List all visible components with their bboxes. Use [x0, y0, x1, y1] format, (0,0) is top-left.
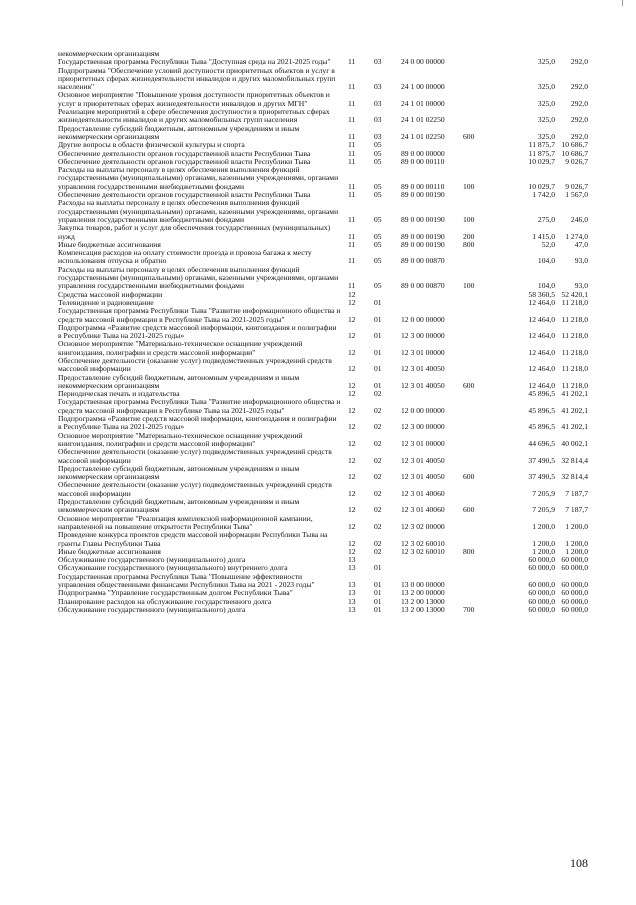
cell-y2: 11 218,0 — [561, 314, 588, 324]
cell-pr: 05 — [374, 156, 382, 166]
row-name: Расходы на выплаты персоналу в целях обеспечения выполнения функций государственными (муниципальными) органами, казенными учреждениями, органами управления государственными внебюджетными фондами — [58, 165, 339, 191]
cell-pr: 01 — [374, 364, 382, 374]
table-row — [58, 249, 610, 266]
row-name: Основное мероприятие "Материально-техническое оснащение учреждений книгоиздания, полиграфии и средств массовой информации" — [58, 339, 303, 357]
cell-y2: 60 000,0 — [561, 580, 588, 589]
cell-pr: 05 — [374, 281, 382, 291]
cell-rz: 12 — [348, 289, 356, 299]
row-name: Предоставление субсидий бюджетным, автономным учреждениям и иным некоммерческим организациям — [58, 497, 300, 515]
cell-y2: 292,0 — [570, 57, 588, 67]
cell-rz: 12 — [348, 438, 356, 448]
cell-y1: 60 000,0 — [528, 596, 555, 606]
table-row — [58, 91, 610, 108]
cell-y1: 11 875,7 — [528, 140, 555, 150]
row-name: Реализация мероприятий в сфере обеспечения доступности в приоритетных сферах жизнедеятельности инвалидов и других маломобильных групп населения — [58, 107, 330, 125]
cell-pr: 05 — [374, 214, 382, 224]
cell-csr: 24 1 01 02250 — [401, 115, 445, 125]
cell-y1: 275,0 — [537, 214, 555, 224]
table-row — [58, 398, 610, 415]
cell-csr: 89 0 00 00870 — [401, 256, 445, 266]
cell-pr: 01 — [374, 580, 382, 589]
cell-y2: 11 218,0 — [561, 380, 588, 390]
cell-rz: 12 — [348, 538, 356, 548]
cell-y2: 93,0 — [574, 256, 588, 266]
cell-rz: 11 — [348, 239, 356, 249]
cell-pr: 01 — [374, 588, 382, 598]
cell-y1: 60 000,0 — [528, 604, 555, 614]
cell-csr: 12 3 01 40050 — [401, 364, 445, 374]
cell-y1: 1 415,0 — [532, 231, 555, 241]
cell-pr: 01 — [374, 297, 382, 307]
table-row — [58, 606, 610, 614]
cell-rz: 12 — [348, 455, 356, 465]
cell-rz: 12 — [348, 472, 356, 482]
cell-rz: 12 — [348, 521, 356, 531]
cell-csr: 89 0 00 00190 — [401, 231, 445, 241]
cell-csr: 13 2 00 00000 — [401, 588, 445, 598]
cell-y1: 1 200,0 — [532, 546, 555, 556]
cell-rz: 11 — [348, 156, 356, 166]
row-name: Подпрограмма «Развитие средств массовой информации, книгоиздания и полиграфии в Республике Тыва на 2021-2025 годы» — [58, 322, 337, 341]
cell-pr: 01 — [374, 380, 382, 390]
cell-csr: 24 1 00 00000 — [401, 82, 445, 92]
cell-vr: 800 — [463, 546, 475, 556]
cell-y1: 12 464,0 — [528, 297, 555, 307]
cell-y2: 10 686,7 — [561, 140, 588, 150]
cell-rz: 13 — [348, 596, 356, 606]
cell-y2: 60 000,0 — [561, 588, 588, 598]
table-row — [58, 199, 610, 224]
cell-csr: 24 0 00 00000 — [401, 57, 445, 67]
cell-pr: 02 — [374, 389, 382, 399]
cell-y2: 41 202,1 — [561, 405, 588, 415]
table-row — [58, 307, 610, 324]
scan-edge-mark — [622, 0, 623, 6]
table-row — [58, 415, 610, 432]
cell-pr: 02 — [374, 472, 382, 482]
cell-y1: 12 464,0 — [528, 364, 555, 374]
row-name: Обеспечение деятельности (оказание услуг) подведомственных учреждений средств массовой информации — [58, 447, 332, 465]
cell-y1: 45 896,5 — [528, 389, 555, 399]
cell-y2: 60 000,0 — [561, 563, 588, 573]
row-name: Планирование расходов на обслуживание государственного долга — [58, 596, 272, 606]
cell-y1: 7 205,9 — [532, 505, 555, 515]
cell-rz: 11 — [348, 57, 356, 67]
cell-vr: 100 — [463, 181, 475, 191]
cell-rz: 11 — [348, 231, 356, 241]
row-name: Расходы на выплаты персоналу в целях обеспечения выполнения функций государственными (муниципальными) органами, казенными учреждениями, органами управления государственными внебюджетными фондами — [58, 198, 339, 224]
cell-csr: 89 0 00 00870 — [401, 281, 445, 291]
cell-csr: 13 0 00 00000 — [401, 580, 445, 589]
cell-rz: 11 — [348, 214, 356, 224]
cell-rz: 12 — [348, 347, 356, 357]
cell-y2: 60 000,0 — [561, 596, 588, 606]
cell-rz: 12 — [348, 546, 356, 556]
table-row — [58, 515, 610, 532]
cell-csr: 12 3 01 40050 — [401, 380, 445, 390]
cell-y1: 104,0 — [537, 281, 555, 291]
row-name: Государственная программа Республики Тыва "Развитие информационного общества и средств массовой информации в Республике Тыва на 2021-2025 годы" — [58, 397, 341, 415]
cell-y2: 60 000,0 — [561, 604, 588, 614]
cell-y1: 37 490,5 — [528, 472, 555, 482]
cell-pr: 02 — [374, 405, 382, 415]
cell-pr: 02 — [374, 422, 382, 432]
cell-y1: 52,0 — [541, 239, 555, 249]
row-name: Компенсация расходов на оплату стоимости проезда и провоза багажа к месту использования отпуска и обратно — [58, 248, 312, 266]
row-name: Средства массовой информации — [58, 289, 163, 299]
cell-pr: 02 — [374, 538, 382, 548]
table-row — [58, 125, 610, 142]
cell-csr: 89 0 00 00190 — [401, 214, 445, 224]
cell-rz: 11 — [348, 140, 356, 150]
cell-y1: 10 029,7 — [528, 181, 555, 191]
page-number: 108 — [570, 856, 588, 870]
cell-pr: 01 — [374, 596, 382, 606]
cell-csr: 89 0 00 00190 — [401, 190, 445, 200]
cell-pr: 02 — [374, 521, 382, 531]
row-name: Периодическая печать и издательства — [58, 389, 180, 399]
row-name: Телевидение и радиовещание — [58, 297, 154, 307]
cell-pr: 01 — [374, 563, 382, 573]
row-name: Предоставление субсидий бюджетным, автономным учреждениям и иным некоммерческим организациям — [58, 123, 300, 141]
cell-y1: 325,0 — [537, 57, 555, 67]
cell-csr: 13 2 00 13000 — [401, 596, 445, 606]
table-row — [58, 498, 610, 515]
cell-y1: 12 464,0 — [528, 331, 555, 341]
cell-y1: 1 742,0 — [532, 190, 555, 200]
cell-csr: 12 3 01 00000 — [401, 438, 445, 448]
row-name: Иные бюджетные ассигнования — [58, 239, 161, 249]
cell-pr: 02 — [374, 438, 382, 448]
table-row — [58, 357, 610, 374]
cell-y1: 325,0 — [537, 131, 555, 141]
cell-y2: 52 420,1 — [561, 289, 588, 299]
cell-pr: 05 — [374, 231, 382, 241]
cell-y1: 44 696,5 — [528, 438, 555, 448]
row-name: Основное мероприятие "Реализация комплексной информационной кампании, направленной на повышение открытости Республики Тыва" — [58, 513, 313, 531]
cell-csr: 12 3 01 40060 — [401, 488, 445, 498]
cell-rz: 11 — [348, 181, 356, 191]
cell-y1: 45 896,5 — [528, 405, 555, 415]
cell-csr: 89 0 00 00000 — [401, 148, 445, 158]
row-name: Обеспечение деятельности (оказание услуг) подведомственных учреждений средств массовой информации — [58, 355, 332, 374]
cell-y1: 12 464,0 — [528, 380, 555, 390]
cell-y1: 37 490,5 — [528, 455, 555, 465]
cell-y2: 11 218,0 — [561, 364, 588, 374]
row-name: Подпрограмма "Управление государственным долгом Республики Тыва" — [58, 588, 293, 598]
cell-y2: 1 274,0 — [565, 231, 588, 241]
row-name: Обслуживание государственного (муниципального) внутреннего долга — [58, 563, 288, 573]
row-name: Закупка товаров, работ и услуг для обеспечения государственных (муниципальных) нужд — [58, 223, 331, 241]
cell-y1: 1 200,0 — [532, 521, 555, 531]
cell-y2: 9 026,7 — [565, 181, 588, 191]
cell-y2: 93,0 — [574, 281, 588, 291]
cell-y2: 47,0 — [574, 239, 588, 249]
cell-y2: 10 686,7 — [561, 148, 588, 158]
cell-rz: 11 — [348, 82, 356, 92]
cell-pr: 03 — [374, 115, 382, 125]
cell-y2: 11 218,0 — [561, 297, 588, 307]
cell-rz: 12 — [348, 380, 356, 390]
cell-rz: 12 — [348, 488, 356, 498]
table-row — [58, 374, 610, 391]
row-name: Иные бюджетные ассигнования — [58, 546, 161, 556]
cell-rz: 11 — [348, 190, 356, 200]
table-row — [58, 224, 610, 241]
cell-csr: 12 3 02 60010 — [401, 538, 445, 548]
cell-y2: 32 814,4 — [561, 455, 588, 465]
row-name: Предоставление субсидий бюджетным, автономным учреждениям и иным некоммерческим организациям — [58, 372, 300, 390]
cell-vr: 600 — [463, 472, 475, 482]
cell-rz: 12 — [348, 505, 356, 515]
cell-y1: 325,0 — [537, 115, 555, 125]
cell-y1: 10 029,7 — [528, 156, 555, 166]
cell-rz: 11 — [348, 98, 356, 108]
cell-y2: 246,0 — [570, 214, 588, 224]
cell-y2: 292,0 — [570, 98, 588, 108]
cell-rz: 12 — [348, 331, 356, 341]
cell-y2: 11 218,0 — [561, 347, 588, 357]
cell-y2: 41 202,1 — [561, 422, 588, 432]
table-row — [58, 340, 610, 357]
table-row — [58, 573, 610, 590]
cell-rz: 13 — [348, 604, 356, 614]
cell-vr: 200 — [463, 231, 475, 241]
cell-y1: 12 464,0 — [528, 314, 555, 324]
row-name: Проведение конкурса проектов средств массовой информации Республики Тыва на гранты Главы Республики Тыва — [58, 530, 328, 548]
cell-csr: 12 0 00 00000 — [401, 405, 445, 415]
cell-rz: 12 — [348, 405, 356, 415]
cell-vr: 600 — [463, 131, 475, 141]
row-name: Основное мероприятие "Повышение уровня доступности приоритетных объектов и услуг в приоритетных сферах жизнедеятельности инвалидов и других МГН" — [58, 90, 330, 108]
row-name: Подпрограмма "Обеспечение условий доступности приоритетных объектов и услуг в приоритетных сферах жизнедеятельности инвалидов и других маломобильных групп населения" — [58, 65, 336, 92]
cell-csr: 12 3 01 40050 — [401, 472, 445, 482]
cell-y1: 60 000,0 — [528, 588, 555, 598]
cell-pr: 02 — [374, 546, 382, 556]
cell-pr: 02 — [374, 488, 382, 498]
cell-rz: 12 — [348, 422, 356, 432]
cell-pr: 01 — [374, 331, 382, 341]
row-name: Обслуживание государственного (муниципального) долга — [58, 604, 246, 614]
cell-csr: 12 3 01 40050 — [401, 455, 445, 465]
cell-y2: 1 200,0 — [565, 521, 588, 531]
cell-pr: 01 — [374, 347, 382, 357]
row-name: Другие вопросы в области физической культуры и спорта — [58, 140, 245, 150]
cell-y1: 7 205,9 — [532, 488, 555, 498]
cell-vr: 700 — [463, 604, 475, 614]
cell-y1: 325,0 — [537, 98, 555, 108]
cell-rz: 12 — [348, 389, 356, 399]
cell-y2: 1 200,0 — [565, 546, 588, 556]
cell-pr: 03 — [374, 82, 382, 92]
row-name: Подпрограмма «Развитие средств массовой информации, книгоиздания и полиграфии в Республике Тыва на 2021-2025 годы» — [58, 414, 337, 432]
cell-y2: 1 567,0 — [565, 190, 588, 200]
row-name: Обеспечение деятельности (оказание услуг) подведомственных учреждений средств массовой информации — [58, 480, 332, 498]
cell-y1: 325,0 — [537, 82, 555, 92]
cell-rz: 11 — [348, 148, 356, 158]
cell-y2: 292,0 — [570, 82, 588, 92]
row-name: Обеспечение деятельности органов государственной власти Республики Тыва — [58, 156, 311, 166]
table-row — [58, 266, 610, 291]
cell-rz: 11 — [348, 281, 356, 291]
budget-table — [58, 50, 610, 614]
cell-y2: 292,0 — [570, 115, 588, 125]
cell-csr: 89 0 00 00110 — [401, 181, 445, 191]
row-name: Основное мероприятие "Материально-техническое оснащение учреждений книгоиздания, полиграфии и средств массовой информации" — [58, 430, 303, 448]
cell-y1: 1 200,0 — [532, 538, 555, 548]
cell-y1: 60 000,0 — [528, 580, 555, 589]
cell-y2: 1 200,0 — [565, 538, 588, 548]
cell-csr: 12 3 01 40060 — [401, 505, 445, 515]
cell-csr: 12 3 01 00000 — [401, 347, 445, 357]
cell-vr: 800 — [463, 239, 475, 249]
cell-vr: 600 — [463, 505, 475, 515]
cell-pr: 02 — [374, 505, 382, 515]
table-row — [58, 108, 610, 125]
cell-y2: 9 026,7 — [565, 156, 588, 166]
cell-y2: 11 218,0 — [561, 331, 588, 341]
cell-pr: 05 — [374, 256, 382, 266]
cell-csr: 12 0 00 00000 — [401, 314, 445, 324]
cell-pr: 02 — [374, 455, 382, 465]
row-name: Государственная программа Республики Тыва "Повышение эффективности управления общественными финансами Республики Тыва на 2021 - 2023 годы" — [58, 571, 315, 589]
cell-y2: 60 000,0 — [561, 555, 588, 565]
table-row — [58, 448, 610, 465]
row-name: Государственная программа Республики Тыва "Доступная среда на 2021-2025 годы" — [58, 57, 331, 67]
table-row — [58, 465, 610, 482]
cell-y2: 7 187,7 — [565, 505, 588, 515]
row-name: Расходы на выплаты персоналу в целях обеспечения выполнения функций государственными (муниципальными) органами, казенными учреждениями, органами управления государственными внебюджетными фондами — [58, 264, 339, 291]
cell-vr: 100 — [463, 214, 475, 224]
row-name: некоммерческим организациям — [58, 49, 160, 58]
table-row — [58, 67, 610, 92]
cell-y1: 11 875,7 — [528, 148, 555, 158]
cell-rz: 11 — [348, 256, 356, 266]
cell-y2: 40 002,1 — [561, 438, 588, 448]
cell-pr: 05 — [374, 140, 382, 150]
cell-y1: 45 896,5 — [528, 422, 555, 432]
cell-y1: 12 464,0 — [528, 347, 555, 357]
cell-pr: 03 — [374, 131, 382, 141]
row-name: Предоставление субсидий бюджетным, автономным учреждениям и иным некоммерческим организациям — [58, 463, 300, 482]
table-row — [58, 481, 610, 498]
row-name: Обслуживание государственного (муниципального) долга — [58, 555, 246, 565]
cell-y1: 60 000,0 — [528, 555, 555, 565]
table-row — [58, 324, 610, 341]
cell-csr: 24 1 01 00000 — [401, 98, 445, 108]
cell-pr: 05 — [374, 239, 382, 249]
row-name: Обеспечение деятельности органов государственной власти Республики Тыва — [58, 190, 311, 200]
cell-csr: 12 3 00 00000 — [401, 422, 445, 432]
row-name: Государственная программа Республики Тыва "Развитие информационного общества и средств массовой информации в Республике Тыва на 2021-2025 годы" — [58, 306, 341, 324]
cell-rz: 12 — [348, 314, 356, 324]
cell-y1: 104,0 — [537, 256, 555, 266]
cell-vr: 100 — [463, 281, 475, 291]
cell-rz: 13 — [348, 563, 356, 573]
cell-rz: 12 — [348, 364, 356, 374]
table-row — [58, 531, 610, 548]
row-name: Обеспечение деятельности органов государственной власти Республики Тыва — [58, 148, 311, 158]
cell-csr: 89 0 00 00110 — [401, 156, 445, 166]
cell-rz: 12 — [348, 297, 356, 307]
cell-y2: 32 814,4 — [561, 472, 588, 482]
cell-pr: 03 — [374, 98, 382, 108]
cell-pr: 05 — [374, 181, 382, 191]
cell-y2: 41 202,1 — [561, 389, 588, 399]
cell-y1: 58 360,5 — [528, 289, 555, 299]
cell-rz: 13 — [348, 588, 356, 598]
cell-csr: 12 3 02 00000 — [401, 521, 445, 531]
cell-pr: 05 — [374, 190, 382, 200]
table-row — [58, 166, 610, 191]
cell-y2: 292,0 — [570, 131, 588, 141]
cell-pr: 01 — [374, 314, 382, 324]
cell-pr: 03 — [374, 57, 382, 67]
cell-rz: 11 — [348, 115, 356, 125]
cell-pr: 01 — [374, 604, 382, 614]
cell-csr: 12 3 02 60010 — [401, 546, 445, 556]
cell-pr: 05 — [374, 148, 382, 158]
cell-rz: 11 — [348, 131, 356, 141]
cell-vr: 600 — [463, 380, 475, 390]
table-row — [58, 432, 610, 449]
cell-rz: 13 — [348, 580, 356, 589]
cell-csr: 12 3 00 00000 — [401, 331, 445, 341]
cell-csr: 13 2 00 13000 — [401, 604, 445, 614]
cell-csr: 89 0 00 00190 — [401, 239, 445, 249]
cell-y2: 7 187,7 — [565, 488, 588, 498]
cell-y1: 60 000,0 — [528, 563, 555, 573]
cell-rz: 13 — [348, 555, 356, 565]
cell-csr: 24 1 01 02250 — [401, 131, 445, 141]
